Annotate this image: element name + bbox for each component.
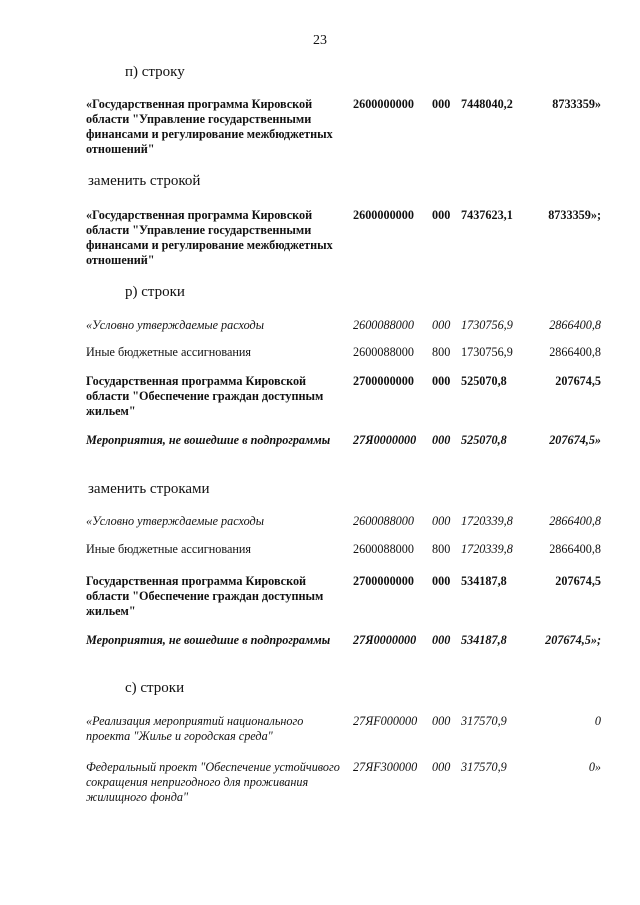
row-code: 27Я0000000 [353, 633, 417, 647]
row-value-2: 207674,5 [555, 374, 601, 388]
row-value-2: 207674,5 [555, 574, 601, 588]
row-code: 2600088000 [353, 318, 414, 332]
row-value-2: 2866400,8 [549, 345, 601, 359]
row-name: Государственная программа Кировской области "Обеспечение граждан доступным жильем" [86, 574, 324, 618]
section-heading-p-replace: заменить строкой [88, 173, 201, 189]
section-heading-r-replace: заменить строками [88, 481, 210, 497]
row-value-1: 317570,9 [461, 714, 507, 728]
row-value-2: 8733359» [552, 97, 601, 111]
row-name: Федеральный проект "Обеспечение устойчивого сокращения непригодного для проживания жилищного фонда" [86, 760, 340, 804]
row-expense-type: 000 [432, 633, 451, 647]
row-expense-type: 000 [432, 318, 451, 332]
row-name: Государственная программа Кировской области "Обеспечение граждан доступным жильем" [86, 374, 324, 418]
row-value-1: 317570,9 [461, 760, 507, 774]
row-code: 2600088000 [353, 345, 414, 359]
row-expense-type: 000 [432, 97, 451, 111]
section-heading-p: п) строку [125, 64, 185, 80]
row-code: 2600088000 [353, 542, 414, 556]
row-name: «Условно утверждаемые расходы [86, 514, 264, 528]
row-value-1: 534187,8 [461, 574, 507, 588]
row-expense-type: 000 [432, 374, 451, 388]
row-name: Иные бюджетные ассигнования [86, 345, 252, 359]
row-code: 27Я0000000 [353, 433, 417, 447]
row-code: 27ЯF000000 [353, 714, 418, 728]
row-expense-type: 800 [432, 345, 451, 359]
row-value-2: 207674,5» [549, 433, 601, 447]
row-expense-type: 000 [432, 514, 451, 528]
section-heading-r: р) строки [125, 284, 185, 300]
row-expense-type: 000 [432, 208, 451, 222]
row-name: «Условно утверждаемые расходы [86, 318, 264, 332]
row-name: «Государственная программа Кировской области "Управление государственными финансами и регулирование межбюджетных отношений" [86, 97, 333, 156]
row-value-1: 1730756,9 [461, 345, 513, 359]
row-value-1: 534187,8 [461, 633, 507, 647]
row-code: 2600000000 [353, 97, 414, 111]
row-value-2: 0 [594, 714, 601, 728]
row-value-2: 0» [588, 760, 601, 774]
row-code: 2600088000 [353, 514, 414, 528]
row-value-1: 1720339,8 [461, 542, 513, 556]
row-expense-type: 000 [432, 433, 451, 447]
row-value-2: 207674,5»; [545, 633, 601, 647]
row-value-2: 2866400,8 [549, 542, 601, 556]
row-code: 2700000000 [353, 574, 414, 588]
row-value-2: 2866400,8 [549, 318, 601, 332]
section-heading-s: с) строки [125, 680, 185, 696]
row-value-1: 7448040,2 [461, 97, 513, 111]
row-value-2: 2866400,8 [549, 514, 601, 528]
row-code: 27ЯF300000 [353, 760, 418, 774]
row-name: «Реализация мероприятий национального проекта "Жилье и городская среда" [86, 714, 304, 743]
row-expense-type: 000 [432, 714, 451, 728]
row-value-1: 7437623,1 [461, 208, 513, 222]
page-number: 23 [313, 33, 327, 48]
row-name: «Государственная программа Кировской области "Управление государственными финансами и регулирование межбюджетных отношений" [86, 208, 333, 267]
row-expense-type: 000 [432, 574, 451, 588]
row-expense-type: 000 [432, 760, 451, 774]
row-value-1: 525070,8 [461, 433, 507, 447]
row-code: 2600000000 [353, 208, 414, 222]
row-name: Мероприятия, не вошедшие в подпрограммы [86, 633, 331, 647]
row-value-1: 525070,8 [461, 374, 507, 388]
row-value-1: 1720339,8 [461, 514, 513, 528]
row-code: 2700000000 [353, 374, 414, 388]
row-name: Мероприятия, не вошедшие в подпрограммы [86, 433, 331, 447]
row-expense-type: 800 [432, 542, 451, 556]
row-value-2: 8733359»; [548, 208, 601, 222]
row-value-1: 1730756,9 [461, 318, 513, 332]
row-name: Иные бюджетные ассигнования [86, 542, 252, 556]
